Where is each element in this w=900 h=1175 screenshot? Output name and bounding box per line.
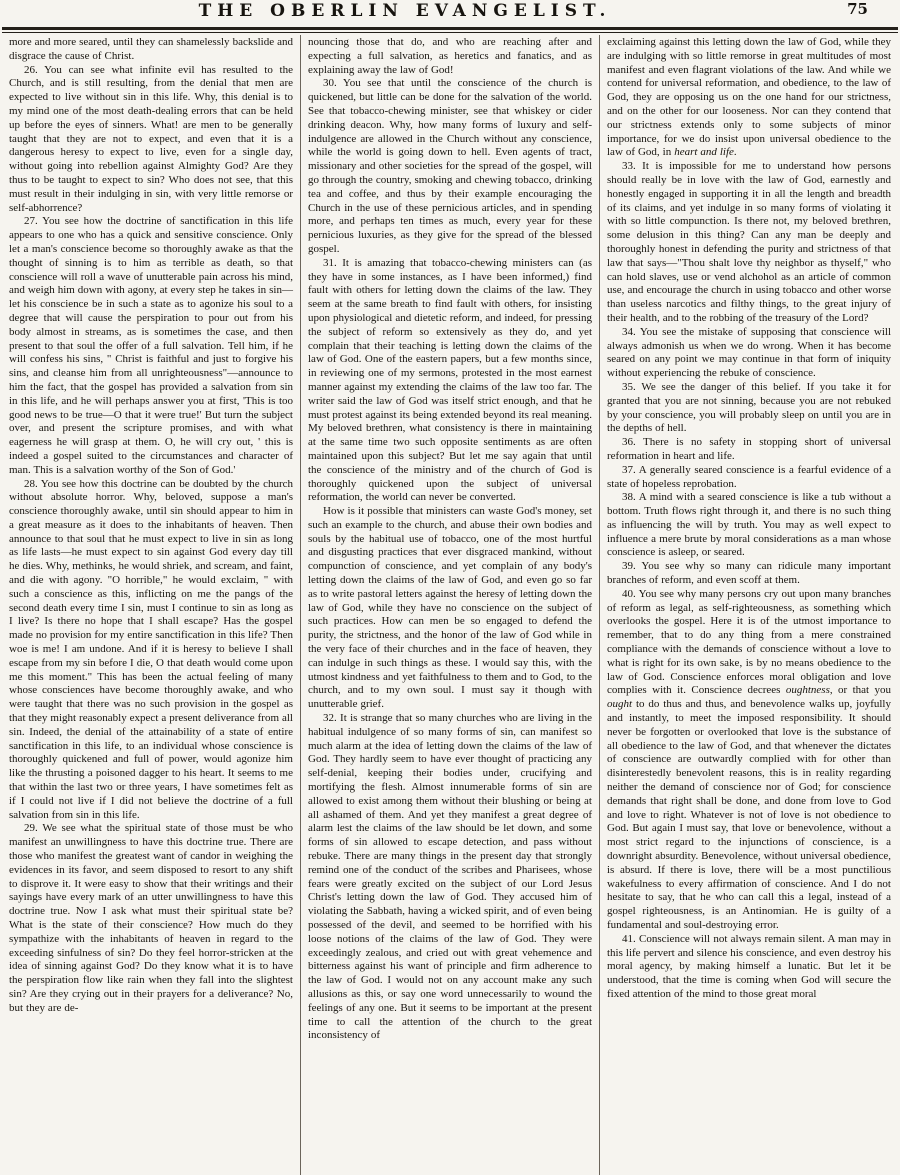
newspaper-title: THE OBERLIN EVANGELIST. bbox=[198, 1, 612, 21]
masthead bbox=[0, 0, 900, 23]
paragraph: 40. You see why many persons cry out upon many branches of reform as legal, as self-righteousness, as something which overlooks the gospel. Here it is of the utmost importance to remember, that to do any thing from a mere constrained compliance with the demands of conscience without a love to what is right for its own sake, is by no means obedience to the law of God. Conscience enforces moral obligation and love complies with it. Conscience decrees oughtness, or that you ought to do thus and thus, and benevolence walks up, joyfully and instantly, to meet the imposed responsibility. It should never be forgotten or overlooked that love is the substance of all obedience to the law of God, and that whenever the dictates of conscience are outwardly complied with for other than disinterestedly benevolent reasons, this is in reality regarding neither the demand of conscience nor of God; for conscience demands that right shall be done, and done from love to God and love to right. Whatever is not of love is not obedience to God. But again I must say, that love or benevolence, without a most strict regard to the injunctions of conscience, is a downright absurdity. Benevolence, without universal obedience, is absurd. If there is love, there will be a most punctilious wakefulness to every affirmation of conscience. And I do not hesitate to say, that he who can call this a legal, instead of a gospel righteousness, is an Antinomian. He is guilty of a fundamental and soul-destroying error. bbox=[607, 587, 891, 931]
text-column-2 bbox=[300, 35, 599, 1175]
paragraph: nouncing those that do, and who are reaching after and expecting a full salvation, as heretics and fanatics, and as explaining away the law of God! bbox=[308, 36, 592, 76]
paragraph: 31. It is amazing that tobacco-chewing ministers can (as they have in some instances, as I have been informed,) find fault with others for letting down the claims of the law. They seem at the same breath to find fault with others, for insisting upon physiological and dietetic reform, and indeed, for pressing the subject of reform so extensively as they do, and yet complain that their teaching is letting down the claims of the law of God. One of the eastern papers, but a few months since, in reviewing one of my sermons, protested in the most earnest manner against my extending the claims of the law too far. The writer said the law of God was itself strict enough, and that he must protest against its being extended beyond its real meaning. My beloved brethren, what consistency is there in maintaining at the same time two such opposite sentiments as are often maintained upon this subject? But let me say again that until the conscience of the ministry and of the church of God is thoroughly quickened upon the subject of universal reformation, the world can never be converted. bbox=[308, 256, 592, 504]
paragraph: 36. There is no safety in stopping short of universal reformation in heart and life. bbox=[607, 436, 891, 462]
paragraph: 26. You can see what infinite evil has resulted to the Church, and is still resulting, from the denial that men are expected to live without sin in this life. Why, this denial is to my mind one of the most death-dealing errors that can be held up before the eyes of sinners. What! are men to be generally taught that they are not to expect, and even that it is a dangerous heresy to expect to live, even for a single day, without going into rebellion against Almighty God? Are they thus to be taught to expect to sin? Who does not see, that this must result in their indulging in sin, with very little remorse or self-abhorrence? bbox=[9, 63, 293, 214]
paragraph: 33. It is impossible for me to understand how persons should really be in love with the law of God, earnestly and honestly engaged in supporting it in all the length and breadth of its claims, and yet indulge in so many forms of violating it with so little compunction. Is there not, my beloved brethren, some delusion in this thing? Can any man be deeply and thoroughly honest in defending the purity and strictness of that law that says—"Thou shalt love thy neighbor as thyself," who can hold slaves, use or vend alchohol as an article of common use, and encourage the church in using tobacco and other worse than useless narcotics and filthy things, to the great injury of their health, and to the robbing of the treasury of the Lord? bbox=[607, 160, 891, 324]
paragraph: 27. You see how the doctrine of sanctification in this life appears to one who has a quick and sensitive conscience. Only let a man's conscience become so thoroughly awake as that the thought of sinning is to him as terrible as death, so that conscience will roll a wave of unutterable pain across his mind, and weigh him down with agony, at every step he takes in sin—let his conscience be in such a state as to agonize his soul to a degree that will cause the perspiration to pour out from his body almost in streams, as is sometimes the case, and then present to that soul the offer of a full salvation. Tell him, if he will confess his sins, " Christ is faithful and just to forgive his sins, and cleanse him from all unrighteousness"—announce to him the fact, that the gospel has provided a salvation from sin in this life, and he will perhaps answer you at first, 'This is too good news to be true—O that it were true!' But turn the subject over, and present the scripture promises, and with what eagerness he will grasp at them. O, he will cry out, ' this is indeed a gospel suited to the circumstances and character of man. This is a salvation worthy of the Son of God.' bbox=[9, 215, 293, 476]
paragraph: 39. You see why so many can ridicule many important branches of reform, and even scoff at them. bbox=[607, 560, 891, 587]
paragraph: 29. We see what the spiritual state of those must be who manifest an unwillingness to have this doctrine true. There are those who manifest the greatest want of candor in weighing the evidences in its favor, and seem disposed to resort to any shift to disprove it. It were easy to show that their writings and their sayings have every mark of an utter unwillingness to have this doctrine true. Now I ask what must their spiritual state be? What is the state of their conscience? How much do they sympathize with the inhabitants of heaven in regard to the exceeding sinfulness of sin? Do they feel horror-stricken at the idea of sinning against God? Do they know what it is to have the perspiration flow like rain when they fall into the slightest sin? Are they crying out in their prayers for a deliverance? No, but they are de- bbox=[9, 822, 293, 1014]
paragraph: 38. A mind with a seared conscience is like a tub without a bottom. Truth flows right through it, and there is no such thing as influencing the will by truth. You may as well expect to influence a mere brute by moral considerations as a man whose conscience is asleep, or seared. bbox=[607, 491, 891, 559]
paragraph: exclaiming against this letting down the law of God, while they are indulging with so little remorse in great multitudes of most manifest and even flagrant violations of the law. And while we contend for universal reformation, and obedience, to the law of God, they are opposing us on the one hand for our strictness, and on the other for our looseness. Nor can they contend that our strictness extends only to some subjects of minor importance, for we do insist upon universal obedience to the law of God, in heart and life. bbox=[607, 36, 891, 159]
paragraph: 34. You see the mistake of supposing that conscience will always admonish us when we do wrong. When it has become seared on any point we may continue in that form of iniquity without experiencing the rebuke of conscience. bbox=[607, 325, 891, 380]
paragraph: 37. A generally seared conscience is a fearful evidence of a state of hopeless reprobation. bbox=[607, 463, 891, 490]
page-number: 75 bbox=[847, 0, 868, 18]
text-column-1 bbox=[2, 35, 300, 1175]
paragraph: 28. You see how this doctrine can be doubted by the church without absolute horror. Why, beloved, suppose a man's conscience thoroughly awake, until sin should appear to him in a great measure as it does to the inhabitants of heaven. Then announce to that soul that he must expect to live in sin as long as life lasts—he must expect to sin against God every day till he dies. Why, methinks, he would shriek, and scream, and faint, and die with agony. "O horrible," he would exclaim, " with such a conscience as this, inflicting on me the pangs of the second death every time I sin, must I continue to sin as long as I live? Is there no hope that I shall escape? Has the gospel made no provision for my entire sanctification in this life? Then woe is me! I am undone. And if it is heresy to believe I shall escape from my sin before I die, O that death would come upon me this moment." This has been the actual feeling of many whose consciences have become thoroughly awake, and who were taught that there was no such provision in the gospel as that they might reasonably expect a present deliverance from all sin. Indeed, the denial of the attainability of a state of entire sanctification in this life, to an individual whose conscience is thoroughly quickened and full of power, would agonize him like the thrusting a poisoned dagger to his heart. It seems to me that within the last two or three years, I have sometimes felt as if I could not live if I did not believe the doctrine of a full salvation from sin in this life. bbox=[9, 477, 293, 821]
paragraph: How is it possible that ministers can waste God's money, set such an example to the church, and abuse their own bodies and souls by the habitual use of tobacco, one of the most hurtful and disgusting practices that ever disgraced mankind, without compunction of conscience, and yet complain of any body's letting down the claims of the law of God, and even go so far as to write pastoral letters against the heresy of letting down the law of God, while they have no conscience on the subject of such practices. How can men be so engaged to defend the purity, the strictness, and the honor of the law of God while in the very face of their churches and in the face of heaven, they can indulge in such things as these. I would say this, with the utmost kindness and yet faithfulness to them and to God, to the church, and to my own soul. I must say it though with unutterable grief. bbox=[308, 505, 592, 711]
paragraph: 41. Conscience will not always remain silent. A man may in this life pervert and silence his conscience, and even destroy his moral agency, by making himself a lunatic. But let it be understood, that the time is coming when God will secure the fixed attention of the mind to those great moral bbox=[607, 932, 891, 1000]
paragraph: more and more seared, until they can shamelessly backslide and disgrace the cause of Christ. bbox=[9, 36, 293, 62]
text-column-3 bbox=[599, 35, 898, 1175]
paragraph: 32. It is strange that so many churches who are living in the habitual indulgence of so many forms of sin, can manifest so much alarm at the idea of letting down the claims of the law of God. They hardly seem to have ever thought of practicing any self-denial, keeping their bodies under, crucifying and mortifying the flesh. Almost innumerable forms of sin are allowed to exist among them without their blushing or being at all ashamed of them. And yet they manifest a great degree of alarm lest the claims of the law should be let down, and some forms of sin allowed to escape detection, and pass without rebuke. There are many things in the present day that strongly remind one of the conduct of the scribes and Pharisees, whose fears were greatly excited on the subject of our Lord Jesus Christ's letting down the law of God. They accused him of violating the Sabbath, having a wicked spirit, and of even being possessed of the devil, and seemed to be horrified with his loose notions of the claims of the law of God. They were exceedingly zealous, and cried out with great vehemence and bitterness against his want of principle and firm adherence to the law of God. I would not on any account make any such allusions as this, or say one word unnecessarily to wound the feelings of any one. But it seems to be important at the present time to call the attention of the church to the great inconsistency of bbox=[308, 712, 592, 1042]
article-columns bbox=[0, 33, 900, 1175]
paragraph: 30. You see that until the conscience of the church is quickened, but little can be done for the salvation of the world. See that tobacco-chewing minister, see that whiskey or cider drinking deacon. Why, how many forms of luxury and self-indulgence are allowed in the Church without any conscience, while the world is going down to hell. Even agents of tract, missionary and other societies for the spread of the gospel, will go through the country, smoking and chewing tobacco, drinking tea and coffee, and thus by their example encouraging the Church in the use of these pernicious articles, and in spending more, and perhaps ten times as much, every year for these pernicious luxuries, as they give for the spread of the blessed gospel. bbox=[308, 77, 592, 255]
paragraph: 35. We see the danger of this belief. If you take it for granted that you are not sinning, because you are not rebuked by your conscience, you will probably sleep on until you are in the depths of hell. bbox=[607, 380, 891, 435]
